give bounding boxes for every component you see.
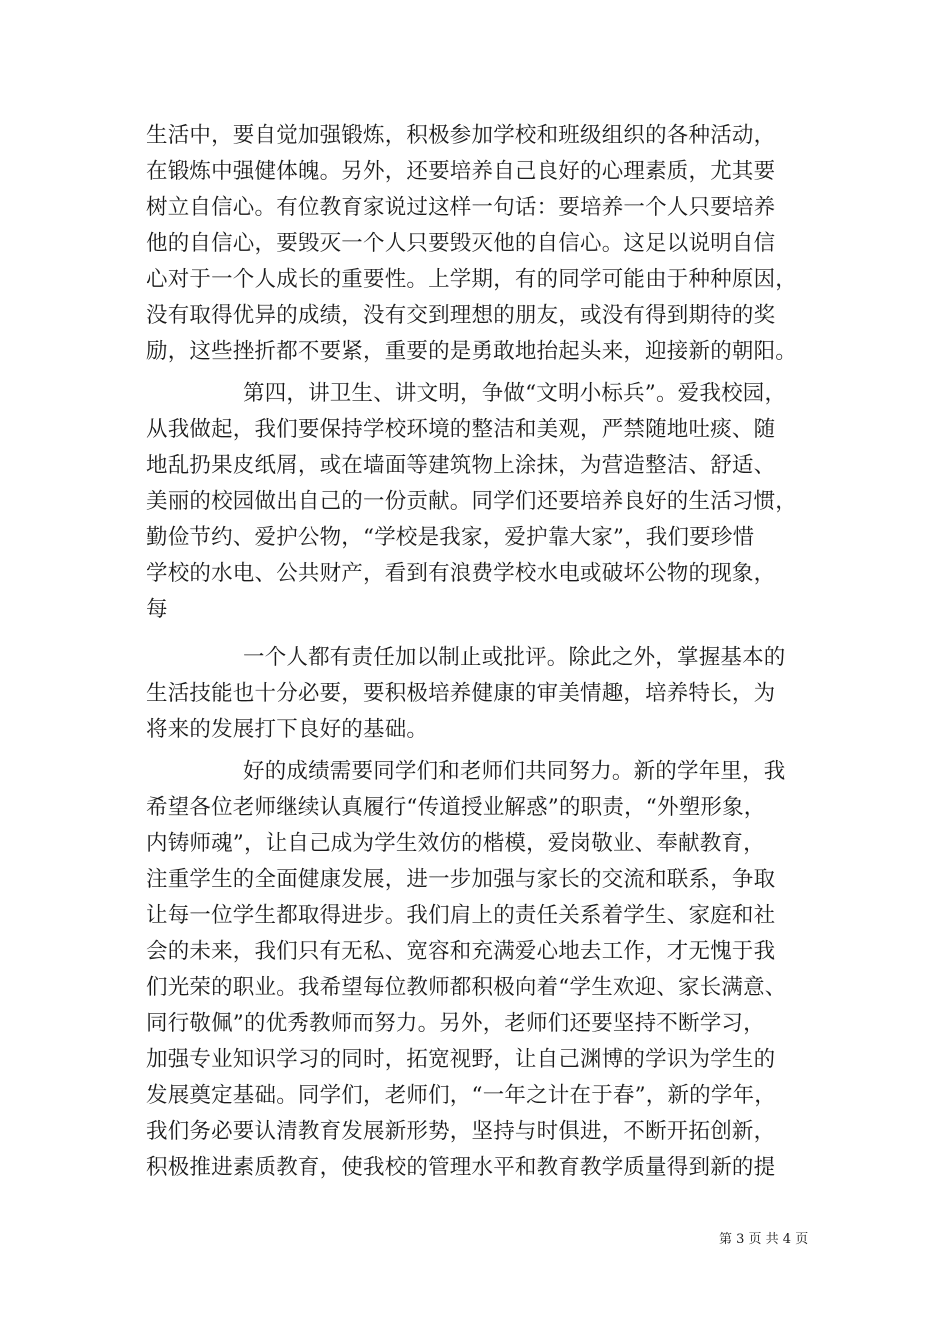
text-line: 第四，讲卫生、讲文明，争做“文明小标兵”。爱我校园，	[243, 381, 787, 406]
text-line: 好的成绩需要同学们和老师们共同努力。新的学年里，我	[243, 759, 786, 784]
text-line: 每	[146, 597, 168, 622]
text-line: 们光荣的职业。我希望每位教师都积极向着“学生欢迎、家长满意、	[146, 975, 787, 1000]
text-line: 从我做起，我们要保持学校环境的整洁和美观，严禁随地吐痰、随	[146, 417, 776, 442]
text-line: 励，这些挫折都不要紧，重要的是勇敢地抬起头来，迎接新的朝阳。	[146, 339, 798, 364]
text-line: 发展奠定基础。同学们，老师们，“一年之计在于春”，新的学年，	[146, 1083, 776, 1108]
text-line: 内铸师魂”，让自己成为学生效仿的楷模，爱岗敬业、奉献教育，	[146, 831, 765, 856]
text-line: 美丽的校园做出自己的一份贡献。同学们还要培养良好的生活习惯，	[146, 489, 798, 514]
text-line: 让每一位学生都取得进步。我们肩上的责任关系着学生、家庭和社	[146, 903, 776, 928]
text-line: 一个人都有责任加以制止或批评。除此之外，掌握基本的	[243, 645, 786, 670]
text-line: 生活技能也十分必要，要积极培养健康的审美情趣，培养特长，为	[146, 681, 776, 706]
text-line: 勤俭节约、爱护公物，“学校是我家，爱护靠大家”，我们要珍惜	[146, 525, 755, 550]
text-line: 同行敬佩”的优秀教师而努力。另外，老师们还要坚持不断学习，	[146, 1011, 765, 1036]
text-line: 生活中，要自觉加强锻炼，积极参加学校和班级组织的各种活动，	[146, 123, 776, 148]
text-line: 地乱扔果皮纸屑，或在墙面等建筑物上涂抹，为营造整洁、舒适、	[146, 453, 776, 478]
text-line: 学校的水电、公共财产，看到有浪费学校水电或破坏公物的现象，	[146, 561, 776, 586]
text-line: 会的未来，我们只有无私、宽容和充满爱心地去工作，才无愧于我	[146, 939, 776, 964]
text-line: 心对于一个人成长的重要性。上学期，有的同学可能由于种种原因，	[146, 267, 798, 292]
text-line: 希望各位老师继续认真履行“传道授业解惑”的职责，“外塑形象，	[146, 795, 766, 820]
text-line: 积极推进素质教育，使我校的管理水平和教育教学质量得到新的提	[146, 1155, 776, 1180]
text-line: 我们务必要认清教育发展新形势，坚持与时俱进，不断开拓创新，	[146, 1119, 776, 1144]
text-line: 注重学生的全面健康发展，进一步加强与家长的交流和联系，争取	[146, 867, 776, 892]
text-line: 树立自信心。有位教育家说过这样一句话：要培养一个人只要培养	[146, 195, 776, 220]
text-line: 在锻炼中强健体魄。另外，还要培养自己良好的心理素质，尤其要	[146, 159, 776, 184]
text-line: 加强专业知识学习的同时，拓宽视野，让自己渊博的学识为学生的	[146, 1047, 776, 1072]
text-line: 没有取得优异的成绩，没有交到理想的朋友，或没有得到期待的奖	[146, 303, 776, 328]
text-line: 他的自信心，要毁灭一个人只要毁灭他的自信心。这足以说明自信	[146, 231, 776, 256]
text-line: 将来的发展打下良好的基础。	[146, 717, 429, 742]
page-number-footer: 第 3 页 共 4 页	[719, 1232, 809, 1247]
